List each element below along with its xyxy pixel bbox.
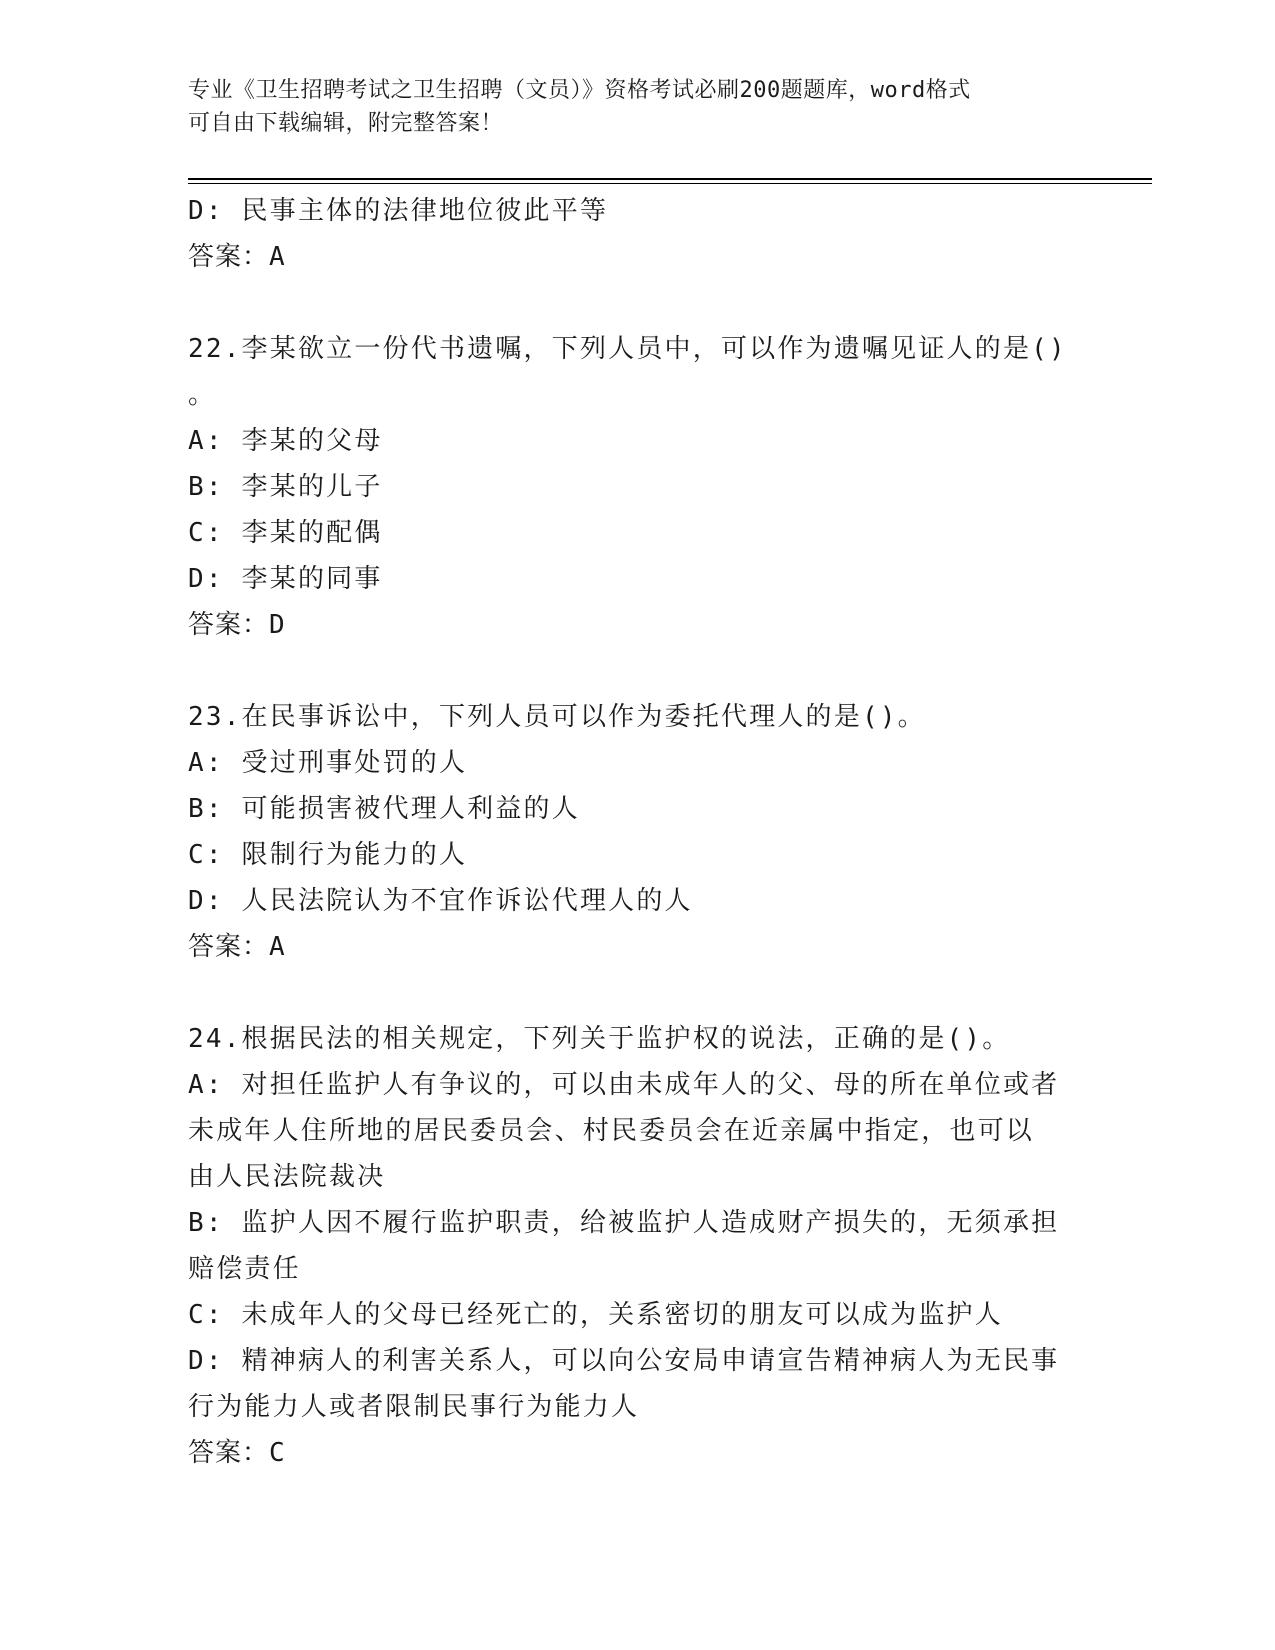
option-d: D: 民事主体的法律地位彼此平等 — [188, 196, 609, 226]
option-a-line-3: 由人民法院裁决 — [188, 1162, 386, 1192]
header-rule-thick — [188, 178, 1152, 180]
question-content — [188, 188, 1088, 1522]
answer-value: C — [269, 1438, 286, 1468]
option-b: B: 李某的儿子 — [188, 472, 383, 502]
option-a: A: 李某的父母 — [188, 426, 383, 456]
question-stem-cont: 。 — [188, 380, 217, 410]
page-header — [188, 74, 1078, 140]
answer-line — [188, 602, 1088, 648]
option-c: C: 李某的配偶 — [188, 518, 383, 548]
answer-value: D — [269, 610, 286, 640]
answer-label: 答案： — [188, 1438, 270, 1468]
option-d: D: 李某的同事 — [188, 564, 383, 594]
header-line-1: 专业《卫生招聘考试之卫生招聘（文员）》资格考试必刷200题题库，word格式 — [188, 78, 971, 103]
answer-line — [188, 924, 1088, 970]
option-d-line-2: 行为能力人或者限制民事行为能力人 — [188, 1392, 640, 1422]
option-a-line-1: A: 对担任监护人有争议的，可以由未成年人的父、母的所在单位或者 — [188, 1070, 1060, 1100]
answer-label: 答案： — [188, 242, 270, 272]
answer-label: 答案： — [188, 932, 270, 962]
option-a: A: 受过刑事处罚的人 — [188, 748, 468, 778]
option-a-line-2: 未成年人住所地的居民委员会、村民委员会在近亲属中指定，也可以 — [188, 1116, 1035, 1146]
question-24 — [188, 1016, 1088, 1476]
option-b: B: 可能损害被代理人利益的人 — [188, 794, 580, 824]
answer-line — [188, 1430, 1088, 1476]
header-line-2: 可自由下载编辑，附完整答案！ — [188, 111, 504, 136]
previous-question-tail — [188, 188, 1088, 280]
option-d: D: 人民法院认为不宜作诉讼代理人的人 — [188, 886, 693, 916]
header-rule-thin — [188, 183, 1152, 184]
question-stem: 24.根据民法的相关规定，下列关于监护权的说法，正确的是()。 — [188, 1024, 1011, 1054]
option-d-line-1: D: 精神病人的利害关系人，可以向公安局申请宣告精神病人为无民事 — [188, 1346, 1060, 1376]
question-stem: 22.李某欲立一份代书遗嘱，下列人员中，可以作为遗嘱见证人的是() — [188, 334, 1067, 364]
question-stem: 23.在民事诉讼中，下列人员可以作为委托代理人的是()。 — [188, 702, 926, 732]
answer-value: A — [269, 932, 286, 962]
answer-line — [188, 234, 1088, 280]
option-b-line-1: B: 监护人因不履行监护职责，给被监护人造成财产损失的，无须承担 — [188, 1208, 1060, 1238]
option-c-line-1: C: 未成年人的父母已经死亡的，关系密切的朋友可以成为监护人 — [188, 1300, 1003, 1330]
option-c: C: 限制行为能力的人 — [188, 840, 468, 870]
answer-label: 答案： — [188, 610, 270, 640]
question-22 — [188, 326, 1088, 648]
answer-value: A — [269, 242, 286, 272]
question-23 — [188, 694, 1088, 970]
option-b-line-2: 赔偿责任 — [188, 1254, 301, 1284]
